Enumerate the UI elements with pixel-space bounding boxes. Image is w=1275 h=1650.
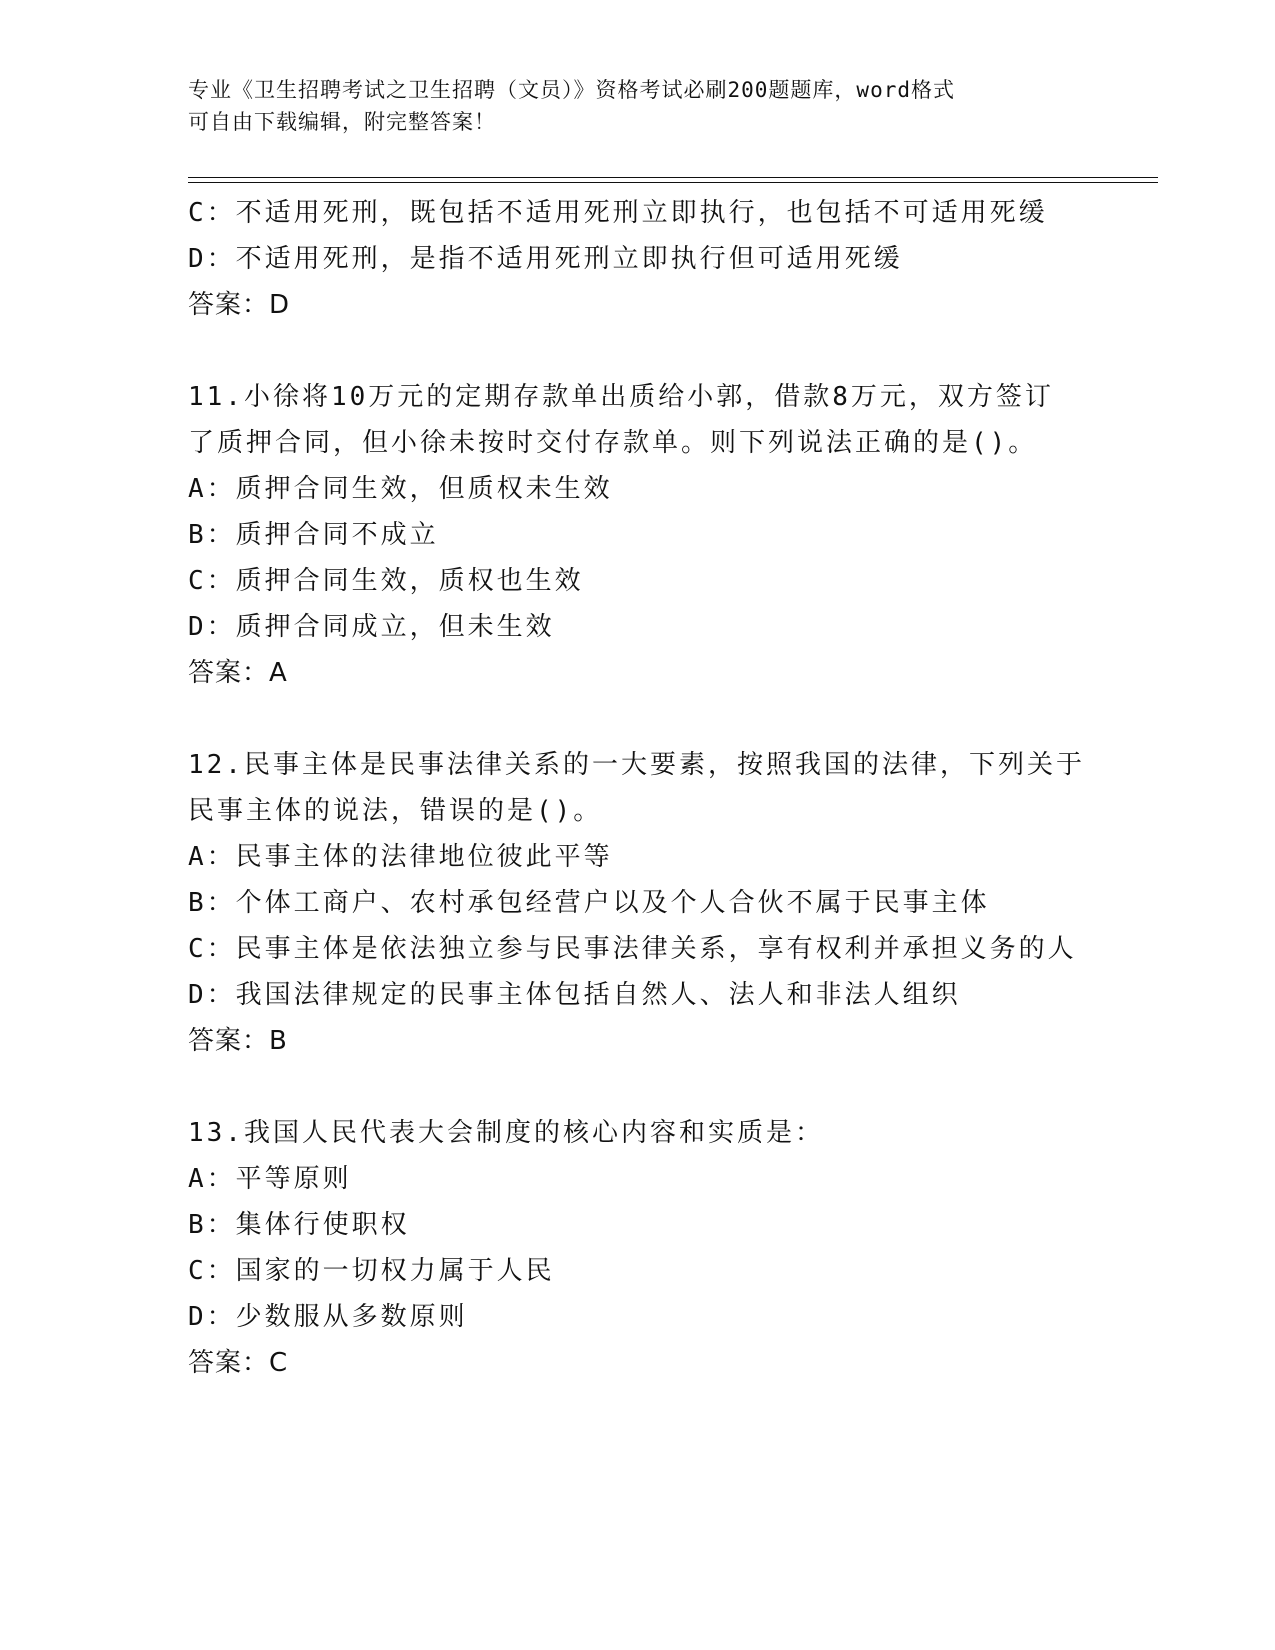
- option-a: A：平等原则: [188, 1164, 352, 1194]
- option-d: D：质押合同成立，但未生效: [188, 612, 555, 642]
- question-13: [188, 1110, 1148, 1386]
- header-divider: [188, 182, 1158, 183]
- question-stem: 民事主体的说法，错误的是()。: [188, 796, 603, 826]
- question-stem: 13.我国人民代表大会制度的核心内容和实质是：: [188, 1118, 824, 1148]
- answer-line: 答案：B: [188, 1026, 288, 1056]
- header-line: 可自由下载编辑，附完整答案！: [188, 110, 496, 134]
- option-c: C：质押合同生效，质权也生效: [188, 566, 584, 596]
- answer-line: 答案：A: [188, 658, 288, 688]
- header-divider: [188, 177, 1158, 178]
- question-11: [188, 374, 1148, 696]
- option-a: A：民事主体的法律地位彼此平等: [188, 842, 613, 872]
- option-c: C：国家的一切权力属于人民: [188, 1256, 555, 1286]
- header-line: 专业《卫生招聘考试之卫生招聘（文员）》资格考试必刷200题题库，word格式: [188, 78, 955, 102]
- previous-question-tail: [188, 190, 1148, 328]
- option-b: B：集体行使职权: [188, 1210, 410, 1240]
- option-b: B：质押合同不成立: [188, 520, 439, 550]
- document-header: [188, 74, 1088, 138]
- question-12: [188, 742, 1148, 1064]
- option-b: B：个体工商户、农村承包经营户以及个人合伙不属于民事主体: [188, 888, 990, 918]
- answer-line: 答案：C: [188, 1348, 289, 1378]
- option-d: D：我国法律规定的民事主体包括自然人、法人和非法人组织: [188, 980, 961, 1010]
- answer-line: 答案：D: [188, 290, 291, 320]
- option-c: C：不适用死刑，既包括不适用死刑立即执行，也包括不可适用死缓: [188, 198, 1048, 228]
- option-d: D：不适用死刑，是指不适用死刑立即执行但可适用死缓: [188, 244, 903, 274]
- option-c: C：民事主体是依法独立参与民事法律关系，享有权利并承担义务的人: [188, 934, 1077, 964]
- option-a: A：质押合同生效，但质权未生效: [188, 474, 613, 504]
- question-stem: 11.小徐将10万元的定期存款单出质给小郭，借款8万元，双方签订: [188, 382, 1054, 412]
- question-stem: 了质押合同，但小徐未按时交付存款单。则下列说法正确的是()。: [188, 428, 1038, 458]
- option-d: D：少数服从多数原则: [188, 1302, 468, 1332]
- document-body: [188, 190, 1148, 1386]
- question-stem: 12.民事主体是民事法律关系的一大要素，按照我国的法律，下列关于: [188, 750, 1085, 780]
